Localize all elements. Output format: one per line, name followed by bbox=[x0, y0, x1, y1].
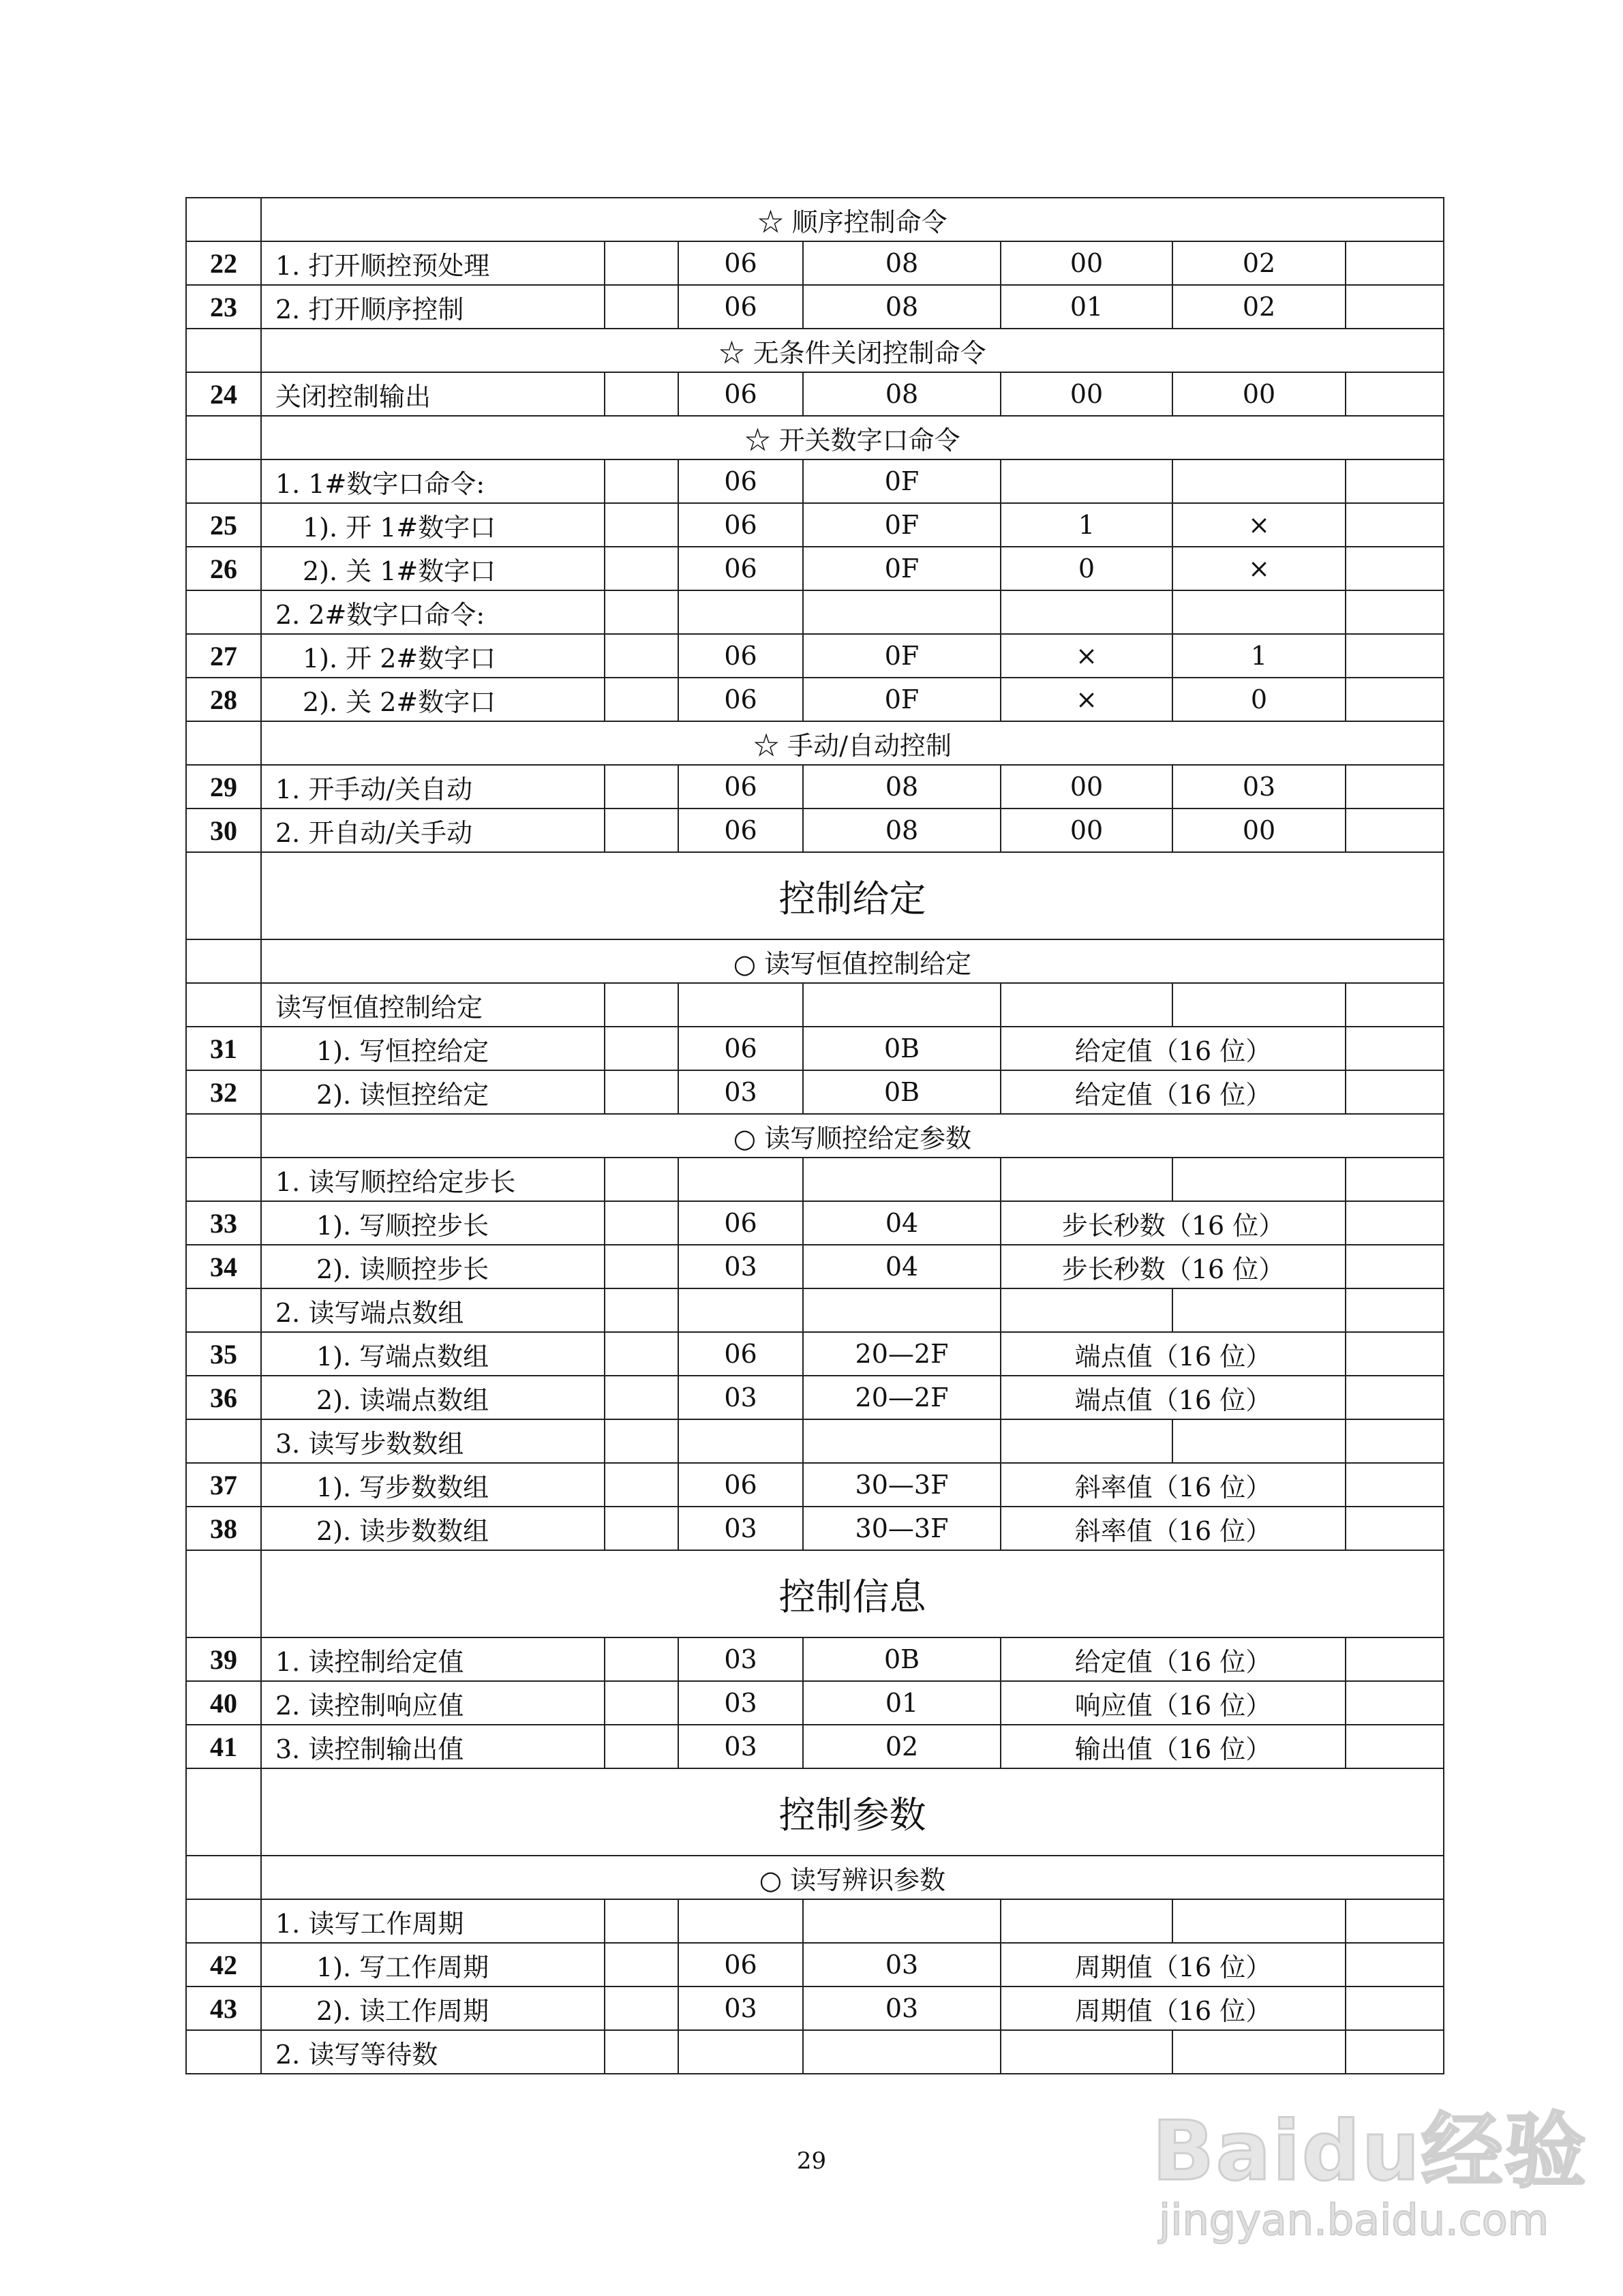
row-number: 22 bbox=[186, 241, 261, 285]
data-field-2: × bbox=[1172, 503, 1346, 547]
row-number: 38 bbox=[186, 1507, 261, 1550]
section-title: 控制信息 bbox=[261, 1550, 1444, 1637]
register-address bbox=[803, 1158, 1001, 1201]
data-field-1 bbox=[1001, 590, 1172, 634]
register-address: 02 bbox=[803, 1725, 1001, 1768]
table-row bbox=[186, 1027, 1444, 1070]
empty-cell bbox=[1346, 1899, 1444, 1943]
register-address: 20—2F bbox=[803, 1332, 1001, 1376]
empty-cell bbox=[605, 2030, 678, 2074]
section-header: ○ 读写恒值控制给定 bbox=[261, 939, 1444, 983]
data-field-2 bbox=[1172, 1158, 1346, 1201]
row-number: 36 bbox=[186, 1376, 261, 1419]
register-address: 30—3F bbox=[803, 1507, 1001, 1550]
empty-cell bbox=[605, 1507, 678, 1550]
empty-cell bbox=[1346, 1637, 1444, 1681]
section-header: ○ 读写顺控给定参数 bbox=[261, 1114, 1444, 1158]
function-code: 06 bbox=[678, 765, 803, 809]
command-description: 2. 读写等待数 bbox=[261, 2030, 605, 2074]
section-header-row bbox=[186, 416, 1444, 459]
data-field-2: × bbox=[1172, 547, 1346, 590]
data-field-1: 输出值（16 位） bbox=[1001, 1725, 1346, 1768]
row-number bbox=[186, 2030, 261, 2074]
empty-cell bbox=[605, 809, 678, 852]
register-address: 30—3F bbox=[803, 1463, 1001, 1507]
command-description: 2). 读端点数组 bbox=[261, 1376, 605, 1419]
empty-cell bbox=[605, 1681, 678, 1725]
row-number-cell bbox=[186, 852, 261, 939]
empty-cell bbox=[1346, 1376, 1444, 1419]
function-code: 06 bbox=[678, 1332, 803, 1376]
command-description: 2. 2#数字口命令: bbox=[261, 590, 605, 634]
empty-cell bbox=[1346, 1419, 1444, 1463]
function-code: 06 bbox=[678, 678, 803, 721]
section-header: ☆ 无条件关闭控制命令 bbox=[261, 329, 1444, 372]
function-code: 03 bbox=[678, 1376, 803, 1419]
section-header-row bbox=[186, 939, 1444, 983]
data-field-1: 00 bbox=[1001, 241, 1172, 285]
register-address bbox=[803, 983, 1001, 1027]
data-field-1: 斜率值（16 位） bbox=[1001, 1463, 1346, 1507]
empty-cell bbox=[1346, 503, 1444, 547]
section-header-row bbox=[186, 1114, 1444, 1158]
empty-cell bbox=[605, 285, 678, 329]
register-address: 08 bbox=[803, 372, 1001, 416]
function-code: 06 bbox=[678, 241, 803, 285]
empty-cell bbox=[1346, 1463, 1444, 1507]
empty-cell bbox=[1346, 1245, 1444, 1288]
register-address: 0F bbox=[803, 634, 1001, 678]
data-field-1: 给定值（16 位） bbox=[1001, 1637, 1346, 1681]
empty-cell bbox=[605, 547, 678, 590]
data-field-1: 00 bbox=[1001, 809, 1172, 852]
table-body bbox=[186, 198, 1444, 2074]
register-address: 0F bbox=[803, 678, 1001, 721]
data-field-1 bbox=[1001, 983, 1172, 1027]
function-code: 03 bbox=[678, 1725, 803, 1768]
command-description: 2). 读顺控步长 bbox=[261, 1245, 605, 1288]
function-code: 06 bbox=[678, 809, 803, 852]
register-address: 03 bbox=[803, 1943, 1001, 1987]
register-address bbox=[803, 1899, 1001, 1943]
empty-cell bbox=[605, 1027, 678, 1070]
data-field-1: 00 bbox=[1001, 372, 1172, 416]
command-description: 2. 读写端点数组 bbox=[261, 1288, 605, 1332]
command-description: 2. 打开顺序控制 bbox=[261, 285, 605, 329]
data-field-1: × bbox=[1001, 634, 1172, 678]
empty-cell bbox=[605, 241, 678, 285]
section-title-row bbox=[186, 1768, 1444, 1856]
row-number bbox=[186, 1419, 261, 1463]
row-number-cell bbox=[186, 198, 261, 241]
section-header: ☆ 顺序控制命令 bbox=[261, 198, 1444, 241]
row-number: 25 bbox=[186, 503, 261, 547]
table-row bbox=[186, 2030, 1444, 2074]
function-code: 06 bbox=[678, 1943, 803, 1987]
row-number-cell bbox=[186, 939, 261, 983]
row-number: 31 bbox=[186, 1027, 261, 1070]
function-code: 06 bbox=[678, 634, 803, 678]
row-number bbox=[186, 1158, 261, 1201]
table-row bbox=[186, 1419, 1444, 1463]
row-number: 37 bbox=[186, 1463, 261, 1507]
command-description: 读写恒值控制给定 bbox=[261, 983, 605, 1027]
data-field-2: 02 bbox=[1172, 241, 1346, 285]
table-row bbox=[186, 1507, 1444, 1550]
empty-cell bbox=[605, 372, 678, 416]
command-description: 2). 读恒控给定 bbox=[261, 1070, 605, 1114]
data-field-1: 步长秒数（16 位） bbox=[1001, 1201, 1346, 1245]
table-row bbox=[186, 1158, 1444, 1201]
register-address: 0B bbox=[803, 1027, 1001, 1070]
empty-cell bbox=[1346, 547, 1444, 590]
function-code bbox=[678, 1899, 803, 1943]
section-header-row bbox=[186, 329, 1444, 372]
row-number-cell bbox=[186, 1768, 261, 1856]
empty-cell bbox=[1346, 1332, 1444, 1376]
data-field-2 bbox=[1172, 983, 1346, 1027]
empty-cell bbox=[1346, 1507, 1444, 1550]
data-field-2 bbox=[1172, 1899, 1346, 1943]
command-description: 1. 读写工作周期 bbox=[261, 1899, 605, 1943]
function-code: 03 bbox=[678, 1987, 803, 2030]
command-description: 1). 写步数数组 bbox=[261, 1463, 605, 1507]
table-row bbox=[186, 285, 1444, 329]
command-description: 3. 读写步数数组 bbox=[261, 1419, 605, 1463]
empty-cell bbox=[1346, 1288, 1444, 1332]
function-code: 06 bbox=[678, 503, 803, 547]
data-field-1 bbox=[1001, 459, 1172, 503]
table-row bbox=[186, 809, 1444, 852]
row-number: 30 bbox=[186, 809, 261, 852]
data-field-2: 1 bbox=[1172, 634, 1346, 678]
row-number: 42 bbox=[186, 1943, 261, 1987]
watermark-url: jingyan.baidu.com bbox=[1159, 2195, 1549, 2245]
table-row bbox=[186, 678, 1444, 721]
watermark-logo: Baidu经验 bbox=[1152, 2104, 1588, 2199]
empty-cell bbox=[1346, 590, 1444, 634]
empty-cell bbox=[1346, 809, 1444, 852]
data-field-1 bbox=[1001, 1158, 1172, 1201]
command-description: 1). 开 2#数字口 bbox=[261, 634, 605, 678]
register-address: 04 bbox=[803, 1245, 1001, 1288]
empty-cell bbox=[1346, 2030, 1444, 2074]
row-number: 29 bbox=[186, 765, 261, 809]
table-row bbox=[186, 1463, 1444, 1507]
empty-cell bbox=[605, 1288, 678, 1332]
baidu-watermark bbox=[1152, 2086, 1588, 2256]
register-address: 08 bbox=[803, 765, 1001, 809]
function-code: 06 bbox=[678, 285, 803, 329]
empty-cell bbox=[1346, 1070, 1444, 1114]
row-number-cell bbox=[186, 1114, 261, 1158]
table-row bbox=[186, 983, 1444, 1027]
data-field-1: 给定值（16 位） bbox=[1001, 1027, 1346, 1070]
data-field-2: 00 bbox=[1172, 372, 1346, 416]
row-number: 23 bbox=[186, 285, 261, 329]
empty-cell bbox=[605, 459, 678, 503]
command-description: 2. 开自动/关手动 bbox=[261, 809, 605, 852]
empty-cell bbox=[1346, 1201, 1444, 1245]
function-code: 06 bbox=[678, 547, 803, 590]
function-code: 03 bbox=[678, 1637, 803, 1681]
data-field-1: 端点值（16 位） bbox=[1001, 1332, 1346, 1376]
register-address bbox=[803, 590, 1001, 634]
row-number bbox=[186, 1288, 261, 1332]
register-address bbox=[803, 2030, 1001, 2074]
data-field-1 bbox=[1001, 2030, 1172, 2074]
register-address: 04 bbox=[803, 1201, 1001, 1245]
row-number-cell bbox=[186, 721, 261, 765]
row-number: 34 bbox=[186, 1245, 261, 1288]
empty-cell bbox=[605, 1725, 678, 1768]
table-row bbox=[186, 1681, 1444, 1725]
command-description: 1). 写端点数组 bbox=[261, 1332, 605, 1376]
table-row bbox=[186, 765, 1444, 809]
function-code: 06 bbox=[678, 372, 803, 416]
row-number bbox=[186, 459, 261, 503]
command-table bbox=[185, 197, 1444, 2074]
row-number: 33 bbox=[186, 1201, 261, 1245]
empty-cell bbox=[1346, 459, 1444, 503]
data-field-1: 1 bbox=[1001, 503, 1172, 547]
table-row bbox=[186, 1070, 1444, 1114]
section-header-row bbox=[186, 721, 1444, 765]
table-row bbox=[186, 1201, 1444, 1245]
register-address: 0B bbox=[803, 1070, 1001, 1114]
empty-cell bbox=[605, 1899, 678, 1943]
row-number: 39 bbox=[186, 1637, 261, 1681]
command-description: 1. 读控制给定值 bbox=[261, 1637, 605, 1681]
data-field-2 bbox=[1172, 2030, 1346, 2074]
function-code bbox=[678, 1158, 803, 1201]
function-code: 06 bbox=[678, 1027, 803, 1070]
function-code: 06 bbox=[678, 1201, 803, 1245]
row-number: 26 bbox=[186, 547, 261, 590]
command-description: 关闭控制输出 bbox=[261, 372, 605, 416]
empty-cell bbox=[1346, 634, 1444, 678]
data-field-1: 斜率值（16 位） bbox=[1001, 1507, 1346, 1550]
register-address: 08 bbox=[803, 241, 1001, 285]
function-code bbox=[678, 1419, 803, 1463]
row-number: 41 bbox=[186, 1725, 261, 1768]
register-address bbox=[803, 1419, 1001, 1463]
empty-cell bbox=[1346, 1987, 1444, 2030]
row-number bbox=[186, 590, 261, 634]
data-field-1: 步长秒数（16 位） bbox=[1001, 1245, 1346, 1288]
empty-cell bbox=[1346, 678, 1444, 721]
data-field-2: 03 bbox=[1172, 765, 1346, 809]
command-description: 1. 1#数字口命令: bbox=[261, 459, 605, 503]
empty-cell bbox=[1346, 372, 1444, 416]
table-row bbox=[186, 1332, 1444, 1376]
data-field-1: 周期值（16 位） bbox=[1001, 1987, 1346, 2030]
table-row bbox=[186, 1288, 1444, 1332]
function-code bbox=[678, 983, 803, 1027]
command-description: 2). 关 1#数字口 bbox=[261, 547, 605, 590]
row-number-cell bbox=[186, 329, 261, 372]
empty-cell bbox=[605, 1332, 678, 1376]
register-address: 0B bbox=[803, 1637, 1001, 1681]
empty-cell bbox=[605, 1070, 678, 1114]
register-address: 08 bbox=[803, 809, 1001, 852]
register-address: 0F bbox=[803, 503, 1001, 547]
row-number: 35 bbox=[186, 1332, 261, 1376]
register-address: 08 bbox=[803, 285, 1001, 329]
command-description: 1). 写恒控给定 bbox=[261, 1027, 605, 1070]
section-header-row bbox=[186, 198, 1444, 241]
table-row bbox=[186, 590, 1444, 634]
table-row bbox=[186, 1376, 1444, 1419]
empty-cell bbox=[605, 1637, 678, 1681]
command-description: 2. 读控制响应值 bbox=[261, 1681, 605, 1725]
data-field-2: 00 bbox=[1172, 809, 1346, 852]
data-field-2 bbox=[1172, 590, 1346, 634]
empty-cell bbox=[605, 1463, 678, 1507]
empty-cell bbox=[1346, 765, 1444, 809]
data-field-1: 周期值（16 位） bbox=[1001, 1943, 1346, 1987]
page-number: 29 bbox=[796, 2147, 827, 2175]
command-description: 1. 开手动/关自动 bbox=[261, 765, 605, 809]
function-code: 03 bbox=[678, 1245, 803, 1288]
section-title: 控制参数 bbox=[261, 1768, 1444, 1856]
row-number bbox=[186, 983, 261, 1027]
command-description: 2). 读步数数组 bbox=[261, 1507, 605, 1550]
empty-cell bbox=[605, 590, 678, 634]
command-description: 2). 关 2#数字口 bbox=[261, 678, 605, 721]
table-row bbox=[186, 547, 1444, 590]
data-field-1 bbox=[1001, 1419, 1172, 1463]
register-address: 0F bbox=[803, 547, 1001, 590]
section-title-row bbox=[186, 1550, 1444, 1637]
data-field-2 bbox=[1172, 459, 1346, 503]
empty-cell bbox=[605, 1245, 678, 1288]
data-field-2 bbox=[1172, 1419, 1346, 1463]
table-row bbox=[186, 372, 1444, 416]
row-number: 32 bbox=[186, 1070, 261, 1114]
command-description: 1. 打开顺控预处理 bbox=[261, 241, 605, 285]
command-description: 1). 写顺控步长 bbox=[261, 1201, 605, 1245]
empty-cell bbox=[1346, 1027, 1444, 1070]
row-number bbox=[186, 1899, 261, 1943]
table-row bbox=[186, 634, 1444, 678]
empty-cell bbox=[605, 1419, 678, 1463]
empty-cell bbox=[1346, 1681, 1444, 1725]
empty-cell bbox=[1346, 285, 1444, 329]
data-field-1: 01 bbox=[1001, 285, 1172, 329]
function-code bbox=[678, 2030, 803, 2074]
table-row bbox=[186, 1899, 1444, 1943]
row-number: 28 bbox=[186, 678, 261, 721]
empty-cell bbox=[605, 1987, 678, 2030]
table-row bbox=[186, 241, 1444, 285]
table-row bbox=[186, 1725, 1444, 1768]
section-title-row bbox=[186, 852, 1444, 939]
table-row bbox=[186, 1987, 1444, 2030]
register-address bbox=[803, 1288, 1001, 1332]
function-code: 06 bbox=[678, 459, 803, 503]
data-field-1 bbox=[1001, 1288, 1172, 1332]
register-address: 01 bbox=[803, 1681, 1001, 1725]
empty-cell bbox=[1346, 1158, 1444, 1201]
empty-cell bbox=[605, 1943, 678, 1987]
command-description: 3. 读控制输出值 bbox=[261, 1725, 605, 1768]
empty-cell bbox=[605, 1376, 678, 1419]
section-title: 控制给定 bbox=[261, 852, 1444, 939]
table-row bbox=[186, 1637, 1444, 1681]
table-row bbox=[186, 1943, 1444, 1987]
row-number-cell bbox=[186, 416, 261, 459]
empty-cell bbox=[1346, 1943, 1444, 1987]
table-row bbox=[186, 1245, 1444, 1288]
data-field-1 bbox=[1001, 1899, 1172, 1943]
empty-cell bbox=[1346, 1725, 1444, 1768]
function-code: 03 bbox=[678, 1070, 803, 1114]
command-description: 1). 开 1#数字口 bbox=[261, 503, 605, 547]
data-field-1: 0 bbox=[1001, 547, 1172, 590]
section-header: ○ 读写辨识参数 bbox=[261, 1856, 1444, 1899]
empty-cell bbox=[1346, 983, 1444, 1027]
section-header: ☆ 开关数字口命令 bbox=[261, 416, 1444, 459]
row-number: 43 bbox=[186, 1987, 261, 2030]
command-description: 2). 读工作周期 bbox=[261, 1987, 605, 2030]
table-row bbox=[186, 459, 1444, 503]
row-number: 24 bbox=[186, 372, 261, 416]
row-number-cell bbox=[186, 1550, 261, 1637]
data-field-2: 02 bbox=[1172, 285, 1346, 329]
command-description: 1. 读写顺控给定步长 bbox=[261, 1158, 605, 1201]
function-code: 06 bbox=[678, 1463, 803, 1507]
empty-cell bbox=[605, 983, 678, 1027]
data-field-1: 00 bbox=[1001, 765, 1172, 809]
section-header: ☆ 手动/自动控制 bbox=[261, 721, 1444, 765]
data-field-2 bbox=[1172, 1288, 1346, 1332]
empty-cell bbox=[605, 765, 678, 809]
data-field-1: × bbox=[1001, 678, 1172, 721]
data-field-2: 0 bbox=[1172, 678, 1346, 721]
function-code: 03 bbox=[678, 1681, 803, 1725]
row-number-cell bbox=[186, 1856, 261, 1899]
data-field-1: 给定值（16 位） bbox=[1001, 1070, 1346, 1114]
register-address: 20—2F bbox=[803, 1376, 1001, 1419]
row-number: 40 bbox=[186, 1681, 261, 1725]
table-row bbox=[186, 503, 1444, 547]
command-description: 1). 写工作周期 bbox=[261, 1943, 605, 1987]
empty-cell bbox=[1346, 241, 1444, 285]
register-address: 03 bbox=[803, 1987, 1001, 2030]
function-code: 03 bbox=[678, 1507, 803, 1550]
data-field-1: 端点值（16 位） bbox=[1001, 1376, 1346, 1419]
empty-cell bbox=[605, 1201, 678, 1245]
function-code bbox=[678, 1288, 803, 1332]
empty-cell bbox=[605, 678, 678, 721]
section-header-row bbox=[186, 1856, 1444, 1899]
empty-cell bbox=[605, 503, 678, 547]
data-field-1: 响应值（16 位） bbox=[1001, 1681, 1346, 1725]
row-number: 27 bbox=[186, 634, 261, 678]
register-address: 0F bbox=[803, 459, 1001, 503]
empty-cell bbox=[605, 1158, 678, 1201]
function-code bbox=[678, 590, 803, 634]
empty-cell bbox=[605, 634, 678, 678]
